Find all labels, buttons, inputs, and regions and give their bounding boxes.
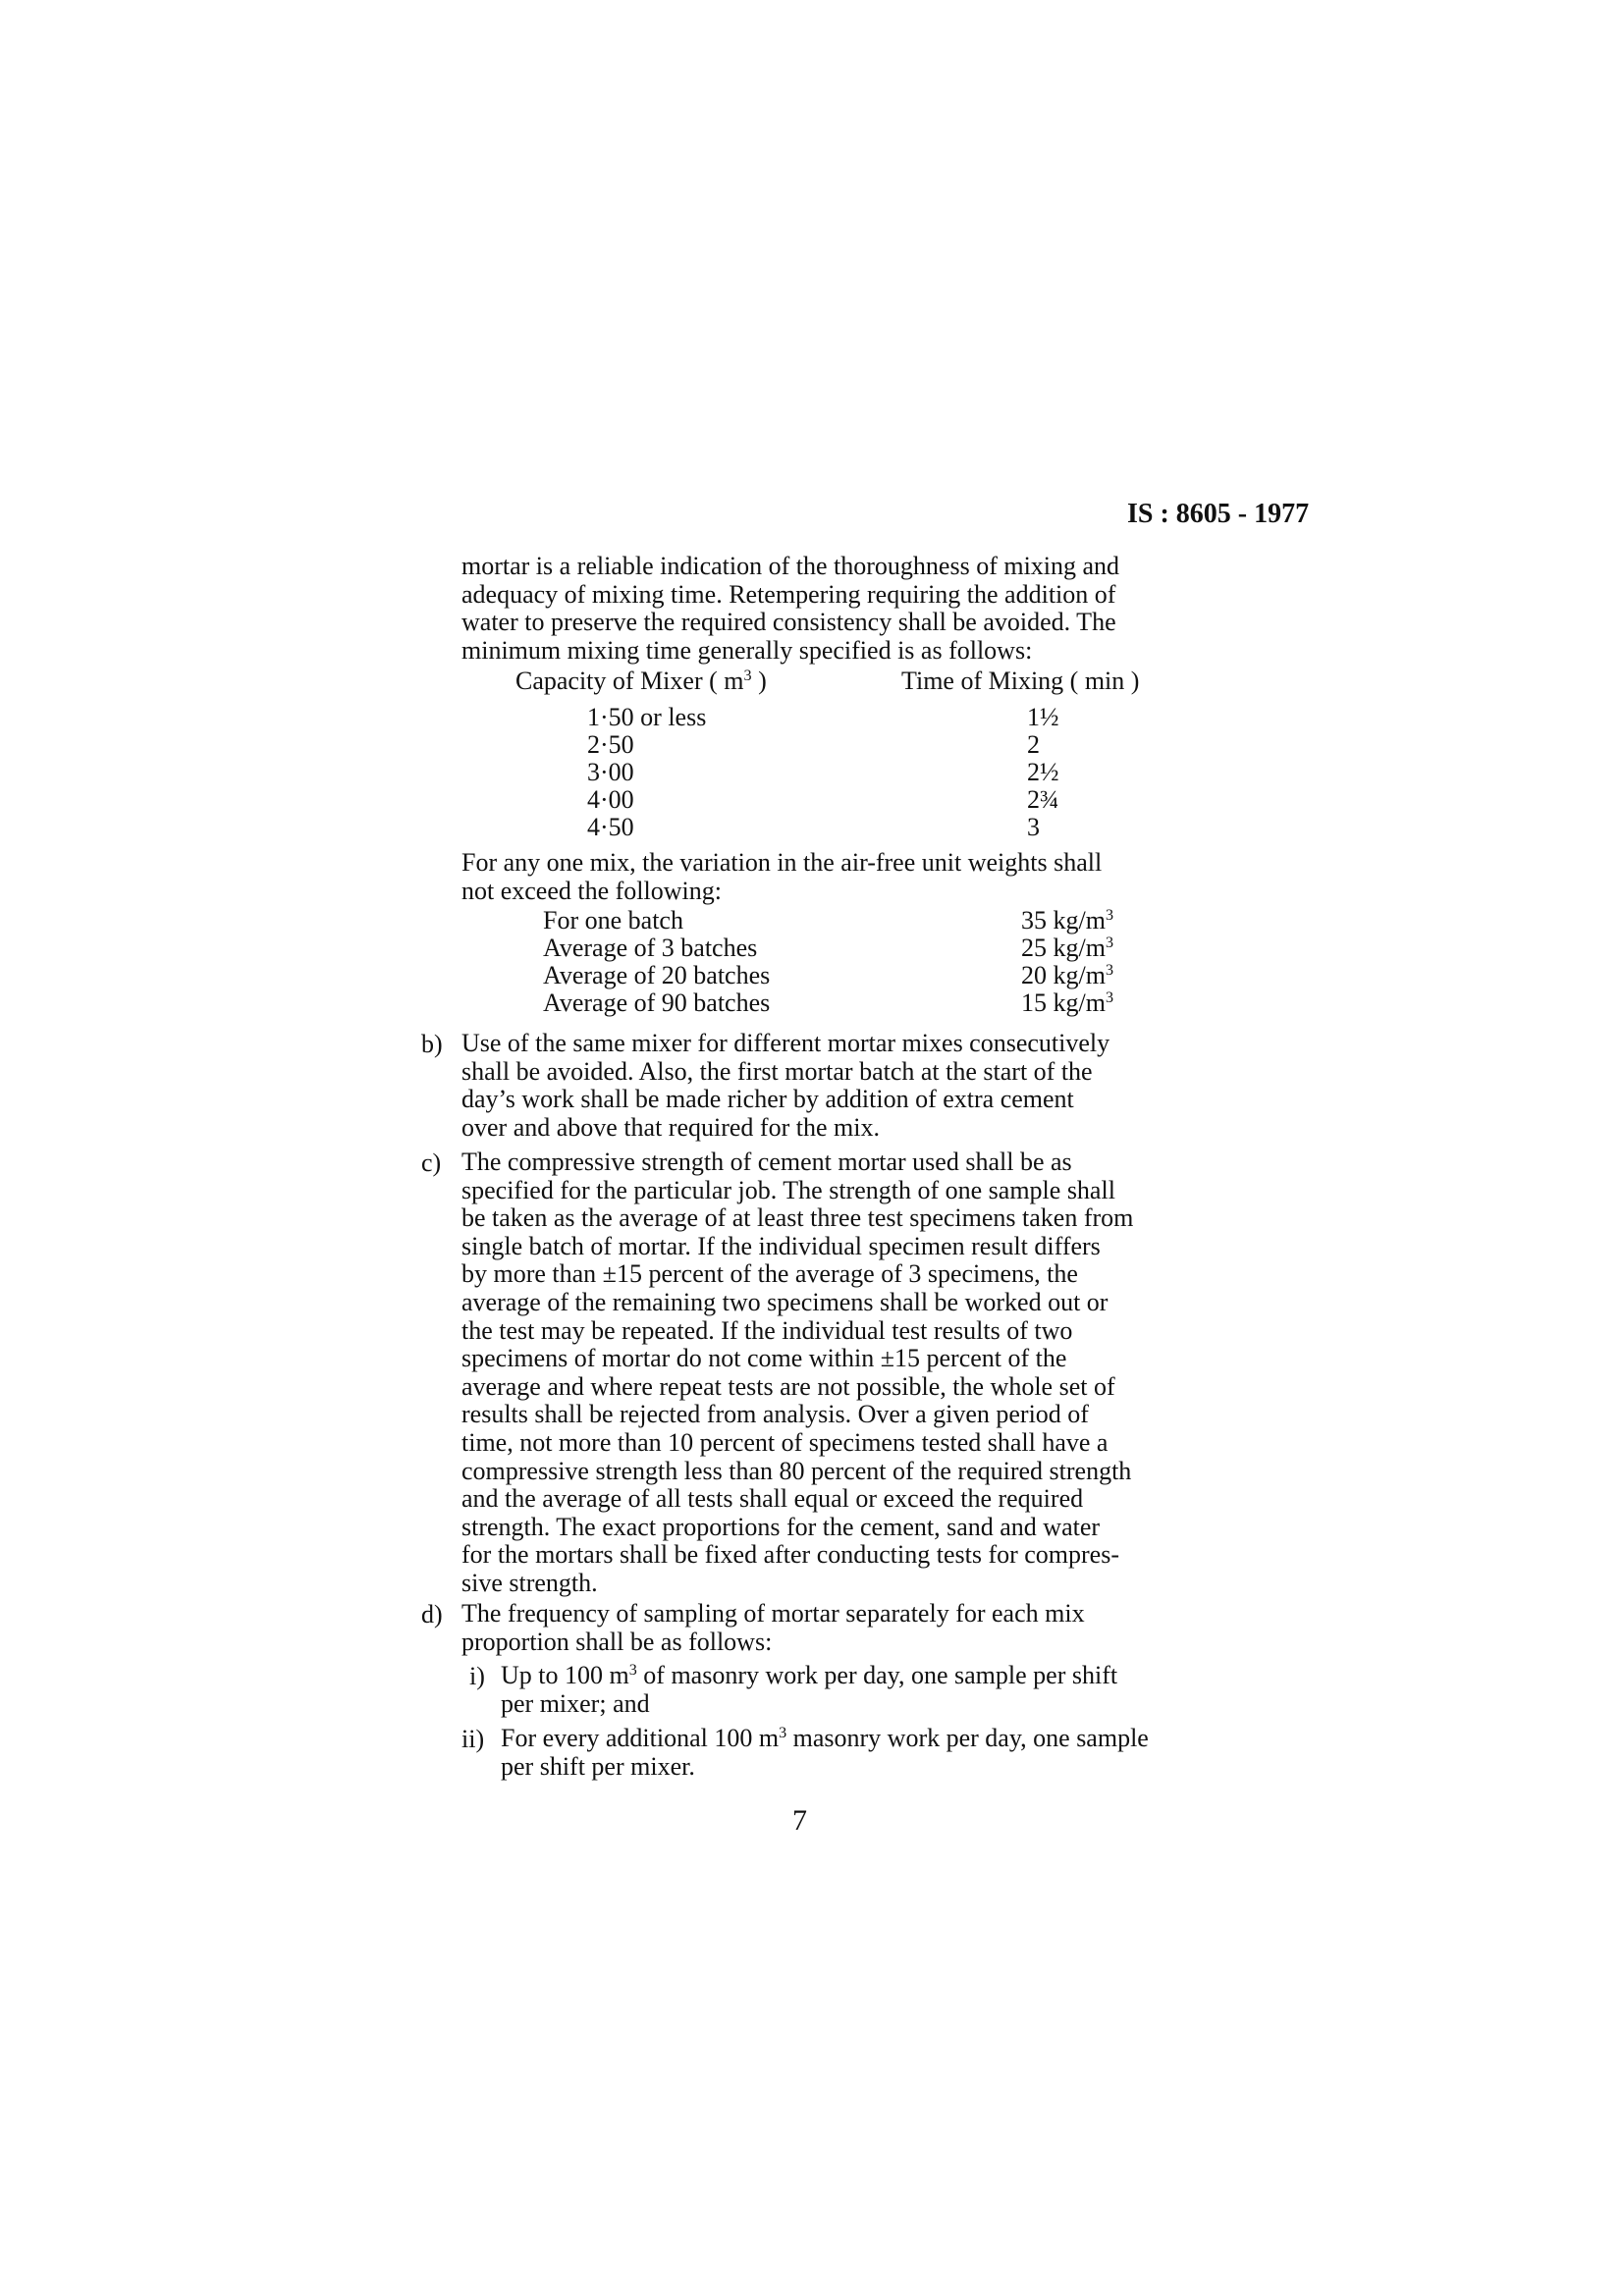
intro-line: minimum mixing time generally specified is as follows: bbox=[461, 635, 1033, 665]
document-id-header: IS : 8605 - 1977 bbox=[1127, 499, 1310, 529]
item-c-line: The compressive strength of cement mortar used shall be as bbox=[461, 1148, 1072, 1176]
intro-line: adequacy of mixing time. Retempering requiring the addition of bbox=[461, 579, 1116, 609]
subitem-i-line: per mixer; and bbox=[501, 1688, 650, 1718]
mixing-table-capacity-cell: 3·00 bbox=[587, 758, 634, 786]
item-c-line: strength. The exact proportions for the cement, sand and water bbox=[461, 1512, 1101, 1541]
item-c-line: compressive strength less than 80 percent of the required strength bbox=[461, 1456, 1132, 1485]
variation-line: not exceed the following: bbox=[461, 876, 722, 905]
mixing-table-time-cell: 2¾ bbox=[1027, 785, 1059, 814]
variation-table-label: Average of 20 batches bbox=[543, 961, 771, 989]
variation-line: For any one mix, the variation in the air-free unit weights shall bbox=[461, 848, 1103, 877]
intro-line: water to preserve the required consistency shall be avoided. The bbox=[461, 608, 1116, 637]
subitem-i-line: Up to 100 $m^3$ of masonry work per day, one sample per shift bbox=[501, 1661, 1118, 1689]
mixing-table-capacity-cell: 4·00 bbox=[587, 785, 634, 814]
variation-table-label: Average of 3 batches bbox=[543, 934, 758, 962]
mixing-table-capacity-cell: 2·50 bbox=[587, 730, 634, 759]
item-c-label: c) bbox=[421, 1148, 442, 1177]
variation-paragraph bbox=[461, 849, 1234, 905]
item-b-line: shall be avoided. Also, the first mortar batch at the start of the bbox=[461, 1056, 1093, 1086]
intro-paragraph bbox=[461, 553, 1234, 665]
variation-table-value: 15 $kg/m^3$ bbox=[1021, 988, 1114, 1017]
item-b-line: Use of the same mixer for different mortar mixes consecutively bbox=[461, 1029, 1110, 1057]
variation-table-value: 25 $kg/m^3$ bbox=[1021, 934, 1114, 962]
mixing-table-time-cell: 1½ bbox=[1027, 703, 1059, 731]
subitem-i-label: i) bbox=[469, 1662, 485, 1690]
variation-table-value: 35 $kg/m^3$ bbox=[1021, 906, 1114, 934]
variation-table-value: 20 $kg/m^3$ bbox=[1021, 961, 1114, 989]
variation-table-label: For one batch bbox=[543, 906, 683, 934]
mixing-table-capacity-cell: 1·50 or less bbox=[587, 703, 707, 731]
variation-table-label: Average of 90 batches bbox=[543, 988, 771, 1017]
item-c-line: time, not more than 10 percent of specimens tested shall have a bbox=[461, 1427, 1109, 1457]
item-d-paragraph bbox=[461, 1600, 1234, 1656]
subitem-ii-paragraph bbox=[501, 1725, 1234, 1781]
mixing-table-header-capacity: Capacity of Mixer ( $m^3$ ) bbox=[515, 667, 767, 695]
item-b-label: b) bbox=[421, 1030, 443, 1058]
subitem-ii-line: For every additional 100 $m^3$ masonry work per day, one sample bbox=[501, 1724, 1149, 1752]
item-b-line: day’s work shall be made richer by addition of extra cement bbox=[461, 1085, 1074, 1114]
item-c-line: and the average of all tests shall equal or exceed the required bbox=[461, 1484, 1084, 1514]
intro-line: mortar is a reliable indication of the thoroughness of mixing and bbox=[461, 552, 1120, 580]
mixing-table-time-cell: 2 bbox=[1027, 730, 1040, 759]
item-c-line: for the mortars shall be fixed after conducting tests for compres- bbox=[461, 1540, 1119, 1570]
mixing-table-time-cell: 2½ bbox=[1027, 758, 1059, 786]
item-b-paragraph bbox=[461, 1030, 1234, 1142]
subitem-ii-label: ii) bbox=[461, 1725, 485, 1753]
item-c-line: specified for the particular job. The strength of one sample shall bbox=[461, 1175, 1115, 1204]
item-c-line: results shall be rejected from analysis. Over a given period of bbox=[461, 1400, 1089, 1429]
item-c-paragraph bbox=[461, 1148, 1234, 1598]
subitem-ii-line: per shift per mixer. bbox=[501, 1751, 695, 1781]
item-d-label: d) bbox=[421, 1600, 443, 1629]
mixing-table-time-cell: 3 bbox=[1027, 813, 1040, 841]
item-d-line: proportion shall be as follows: bbox=[461, 1627, 773, 1656]
page-number: 7 bbox=[792, 1804, 807, 1837]
mixing-table-capacity-cell: 4·50 bbox=[587, 813, 634, 841]
item-c-line: specimens of mortar do not come within ±15 percent of the bbox=[461, 1344, 1067, 1373]
item-c-line: sive strength. bbox=[461, 1568, 598, 1597]
item-b-line: over and above that required for the mix. bbox=[461, 1112, 880, 1142]
item-c-line: single batch of mortar. If the individual specimen result differs bbox=[461, 1231, 1101, 1260]
item-c-line: average of the remaining two specimens shall be worked out or bbox=[461, 1287, 1109, 1316]
mixing-table-header-time: Time of Mixing ( min ) bbox=[901, 667, 1140, 695]
item-d-line: The frequency of sampling of mortar separately for each mix bbox=[461, 1599, 1085, 1628]
item-c-line: be taken as the average of at least three test specimens taken from bbox=[461, 1203, 1134, 1233]
item-c-line: the test may be repeated. If the individual test results of two bbox=[461, 1315, 1073, 1345]
item-c-line: by more than ±15 percent of the average of 3 specimens, the bbox=[461, 1259, 1078, 1289]
item-c-line: average and where repeat tests are not possible, the whole set of bbox=[461, 1371, 1115, 1401]
subitem-i-paragraph bbox=[501, 1662, 1234, 1718]
